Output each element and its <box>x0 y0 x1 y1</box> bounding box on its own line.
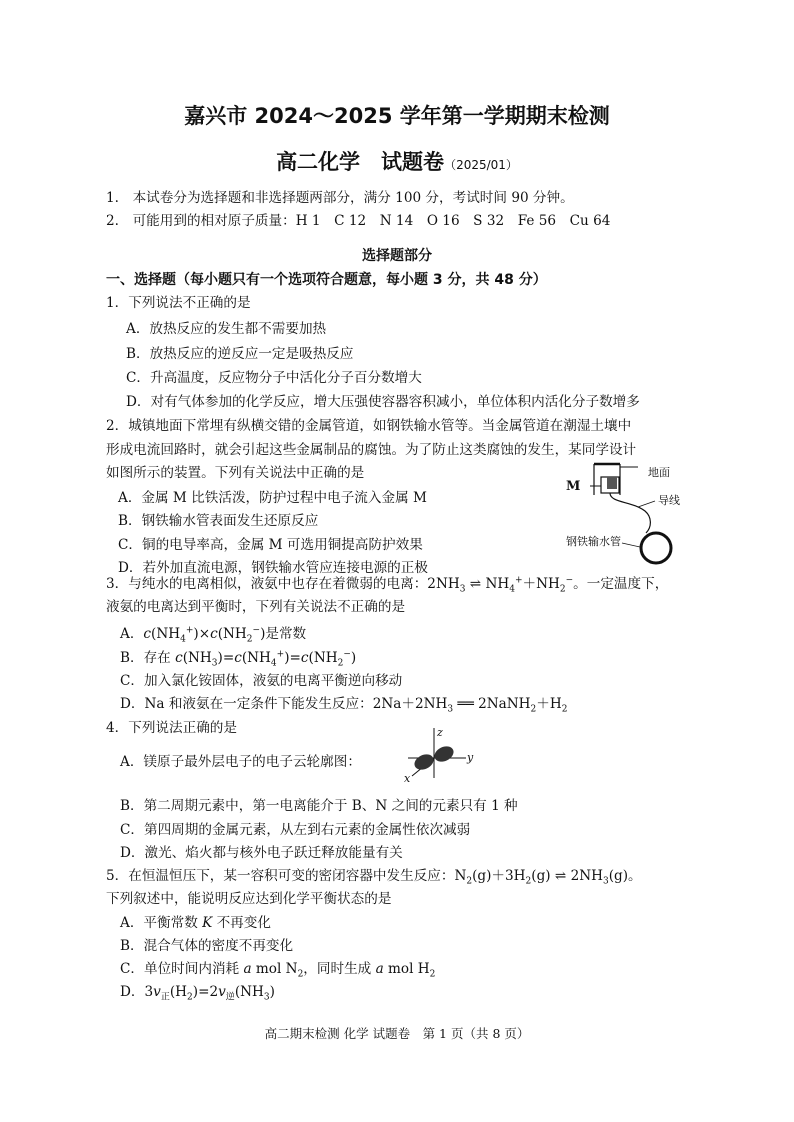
q3-stem-line-2: 液氨的电离达到平衡时，下列有关说法不正确的是 <box>106 599 406 615</box>
wire-label: 导线 <box>658 494 680 507</box>
page-footer: 高二期末检测 化学 试题卷 第 1 页（共 8 页） <box>264 1026 530 1041</box>
y-axis-label: y <box>467 751 474 764</box>
pipe-label: 钢铁输水管 <box>566 535 621 548</box>
corrosion-diagram <box>560 455 700 575</box>
q5-stem-line-2: 下列叙述中，能说明反应达到化学平衡状态的是 <box>106 891 392 907</box>
q1-option-b: B．放热反应的逆反应一定是吸热反应 <box>126 346 354 362</box>
q1-option-a: A．放热反应的发生都不需要加热 <box>126 321 327 337</box>
q3-stem-line-1: 3．与纯水的电离相似，液氨中也存在着微弱的电离：$2NH_3$ ⇌ $NH_4^++NH_2^-$。一定温度下， <box>106 575 669 595</box>
q2-option-d: D．若外加直流电源，钢铁输水管应连接电源的正极 <box>118 560 428 576</box>
q5-option-c: C．单位时间内消耗 a mol $N_2$，同时生成 a mol $H_2$ <box>120 961 436 980</box>
q3-option-d: D．Na 和液氨在一定条件下能发生反应：$2Na+2NH_3$ ══ $2NaNH_2+H_2$ <box>120 696 568 715</box>
q5-option-b: B．混合气体的密度不再变化 <box>120 938 294 954</box>
q2-stem-line-1: 2．城镇地面下常埋有纵横交错的金属管道，如钢铁输水管等。当金属管道在潮湿土壤中 <box>106 418 632 434</box>
q2-stem-line-2: 形成电流回路时，就会引起这些金属制品的腐蚀。为了防止这类腐蚀的发生，某同学设计 <box>106 442 637 458</box>
section-title: 一、选择题（每小题只有一个选项符合题意，每小题 3 分，共 48 分） <box>106 272 547 288</box>
q5-option-d: D．$3v_正(H_2)=2v_逆(NH_3)$ <box>120 984 275 1003</box>
q3-option-b: B．存在 $c(NH_3)=c(NH_4^+)=c(NH_2^-)$ <box>120 649 357 669</box>
note-1: 1. 本试卷分为选择题和非选择题两部分，满分 100 分，考试时间 90 分钟。 <box>106 190 574 206</box>
q4-option-b: B．第二周期元素中，第一电离能介于 B、N 之间的元素只有 1 种 <box>120 798 518 814</box>
z-axis-label: z <box>437 726 443 739</box>
q1-stem: 1．下列说法不正确的是 <box>106 295 251 311</box>
note-2: 2. 可能用到的相对原子质量：H 1 C 12 N 14 O 16 S 32 Fe 56 Cu 64 <box>106 213 611 229</box>
q1-option-d: D．对有气体参加的化学反应，增大压强使容器容积减小，单位体积内活化分子数增多 <box>126 394 640 410</box>
q3-stem-text-b: 。一定温度下， <box>573 576 669 592</box>
q4-option-a: A．镁原子最外层电子的电子云轮廓图： <box>120 754 361 770</box>
exam-date: （2025/01） <box>444 158 518 172</box>
q3-stem-text-a: 3．与纯水的电离相似，液氨中也存在着微弱的电离：2NH <box>106 576 460 592</box>
part-title: 选择题部分 <box>362 248 432 264</box>
ground-label: 地面 <box>648 466 670 479</box>
q3-option-c: C．加入氯化铵固体，液氨的电离平衡逆向移动 <box>120 673 403 689</box>
p-orbital-figure <box>398 726 478 786</box>
q2-option-c: C．铜的电导率高，金属 M 可选用铜提高防护效果 <box>118 537 423 553</box>
q5-stem-line-1: 5．在恒温恒压下，某一容积可变的密闭容器中发生反应：$N_2(g)+3H_2(g)$ ⇌ $2NH_3(g)$。 <box>106 868 642 887</box>
q4-option-c: C．第四周期的金属元素，从左到右元素的金属性依次减弱 <box>120 822 471 838</box>
q1-option-c: C．升高温度，反应物分子中活化分子百分数增大 <box>126 370 422 386</box>
q4-option-d: D．激光、焰火都与核外电子跃迁释放能量有关 <box>120 845 403 861</box>
q4-stem: 4．下列说法正确的是 <box>106 720 237 736</box>
exam-subtitle <box>0 152 794 175</box>
subject-title: 高二化学 试题卷 <box>276 150 445 174</box>
q3-option-a: A．$c(NH_4^+)\times c(NH_2^-)$是常数 <box>120 625 307 645</box>
q2-option-a: A．金属 M 比铁活泼，防护过程中电子流入金属 M <box>118 490 427 506</box>
x-axis-label: x <box>404 772 411 785</box>
exam-title: 嘉兴市 2024～2025 学年第一学期期末检测 <box>184 104 610 128</box>
q5-option-a: A．平衡常数 K 不再变化 <box>120 915 271 931</box>
q5-stem-text-a: 5．在恒温恒压下，某一容积可变的密闭容器中发生反应：N <box>106 868 467 884</box>
corrosion-protection-figure <box>560 455 700 575</box>
q2-option-b: B．钢铁输水管表面发生还原反应 <box>118 513 319 529</box>
metal-m-label: M <box>566 479 581 494</box>
q2-stem-line-3: 如图所示的装置。下列有关说法中正确的是 <box>106 465 365 481</box>
